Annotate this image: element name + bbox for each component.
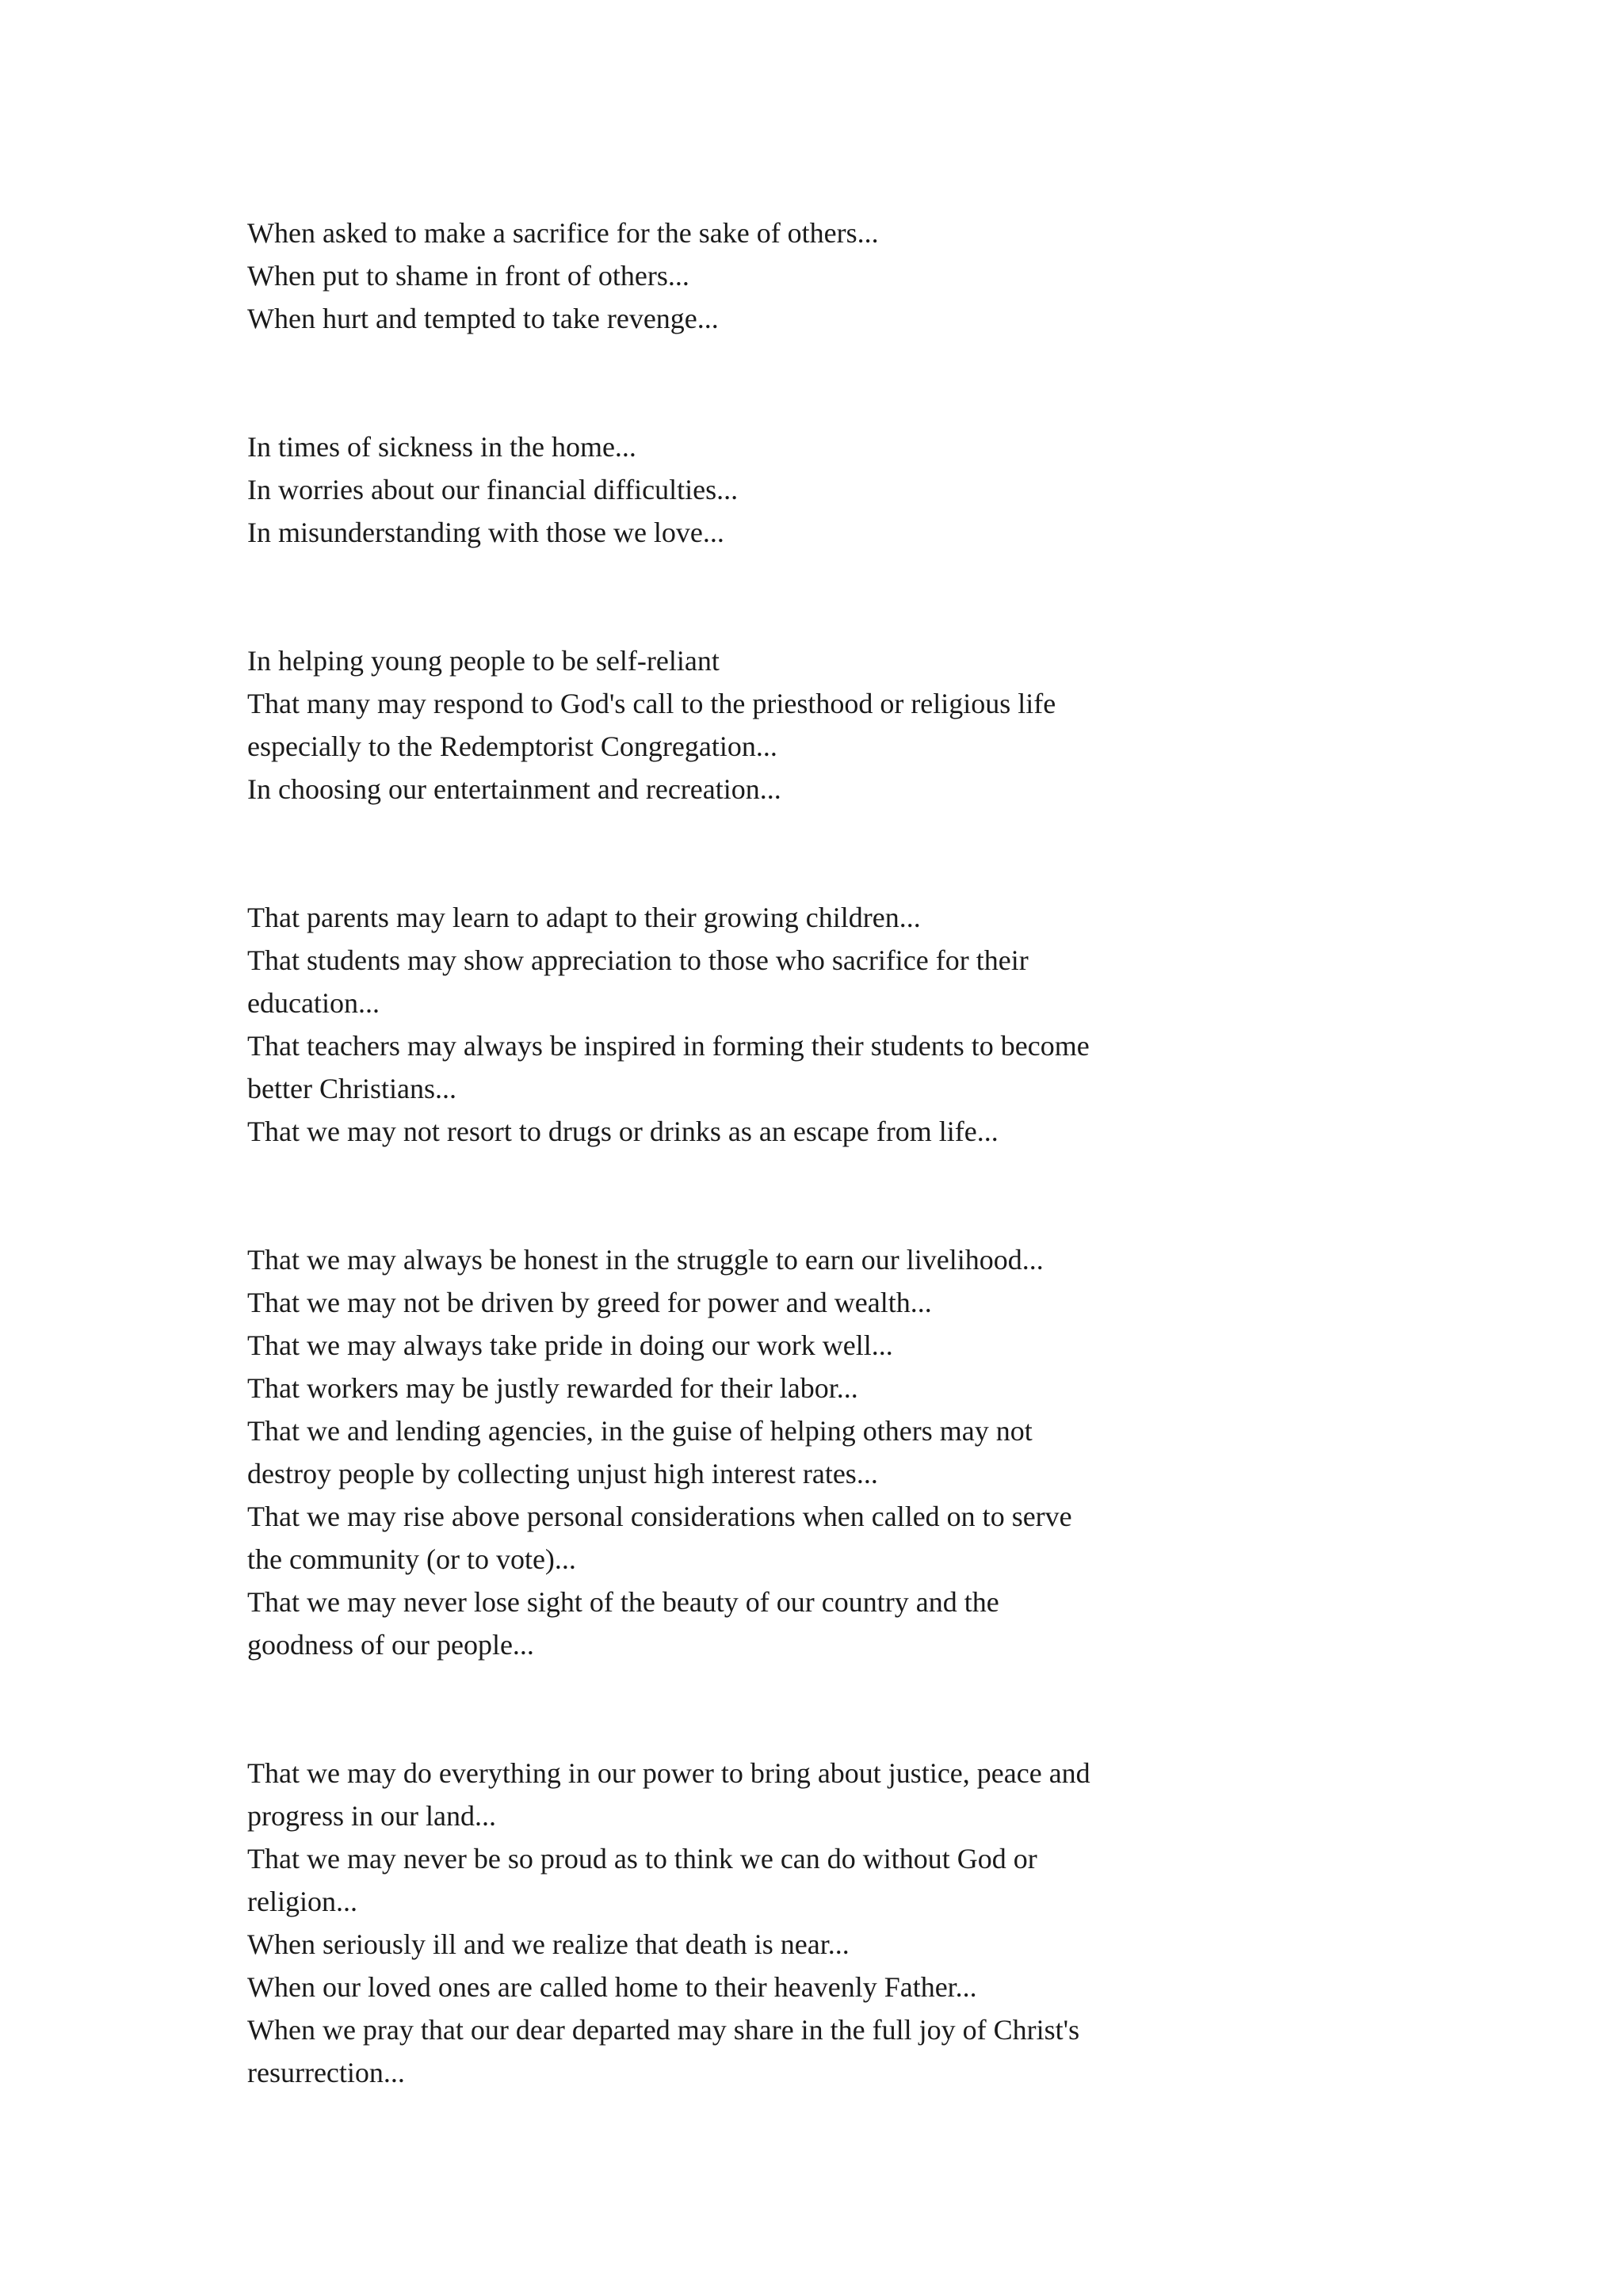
text-line: goodness of our people... (247, 1629, 534, 1661)
text-line: progress in our land... (247, 1800, 496, 1832)
text-line: That we may never lose sight of the beauty of our country and the (247, 1586, 999, 1618)
text-line: the community (or to vote)... (247, 1543, 576, 1575)
text-line: When asked to make a sacrifice for the sake of others... (247, 217, 879, 249)
text-line: That we may never be so proud as to think we can do without God or (247, 1843, 1037, 1875)
text-line: That parents may learn to adapt to their growing children... (247, 902, 921, 933)
text-line: That we and lending agencies, in the guise of helping others may not (247, 1415, 1033, 1447)
stanza-4 (247, 896, 1214, 1153)
stanza-3 (247, 639, 1214, 810)
text-line: That we may always be honest in the struggle to earn our livelihood... (247, 1244, 1044, 1276)
text-line: That we may not resort to drugs or drinks as an escape from life... (247, 1116, 999, 1147)
text-line: When seriously ill and we realize that death is near... (247, 1928, 850, 1960)
text-line: That workers may be justly rewarded for their labor... (247, 1372, 858, 1404)
text-line: resurrection... (247, 2057, 405, 2088)
text-line: That we may always take pride in doing our work well... (247, 1329, 893, 1361)
text-line: That we may rise above personal considerations when called on to serve (247, 1501, 1072, 1532)
stanza-6 (247, 1752, 1214, 2094)
text-line: In times of sickness in the home... (247, 431, 636, 463)
text-line: That many may respond to God's call to the priesthood or religious life (247, 688, 1056, 719)
text-line: In helping young people to be self-reliant (247, 645, 720, 677)
text-line: better Christians... (247, 1073, 456, 1104)
text-line: In choosing our entertainment and recreation... (247, 773, 781, 805)
prayer-text (247, 212, 1214, 2094)
text-line: When put to shame in front of others... (247, 260, 689, 292)
text-line: That teachers may always be inspired in forming their students to become (247, 1030, 1090, 1062)
text-line: When we pray that our dear departed may share in the full joy of Christ's (247, 2014, 1080, 2046)
text-line: education... (247, 987, 380, 1019)
stanza-5 (247, 1238, 1214, 1666)
stanza-2 (247, 425, 1214, 554)
text-line: When hurt and tempted to take revenge... (247, 303, 719, 334)
text-line: religion... (247, 1886, 357, 1917)
text-line: That we may not be driven by greed for power and wealth... (247, 1287, 932, 1318)
stanza-1 (247, 212, 1214, 340)
text-line: When our loved ones are called home to their heavenly Father... (247, 1971, 977, 2003)
text-line: That we may do everything in our power to bring about justice, peace and (247, 1757, 1090, 1789)
text-line: In misunderstanding with those we love... (247, 517, 724, 548)
text-line: especially to the Redemptorist Congregation... (247, 730, 777, 762)
text-line: That students may show appreciation to those who sacrifice for their (247, 944, 1029, 976)
text-line: destroy people by collecting unjust high interest rates... (247, 1458, 878, 1489)
text-line: In worries about our financial difficulties... (247, 474, 739, 505)
